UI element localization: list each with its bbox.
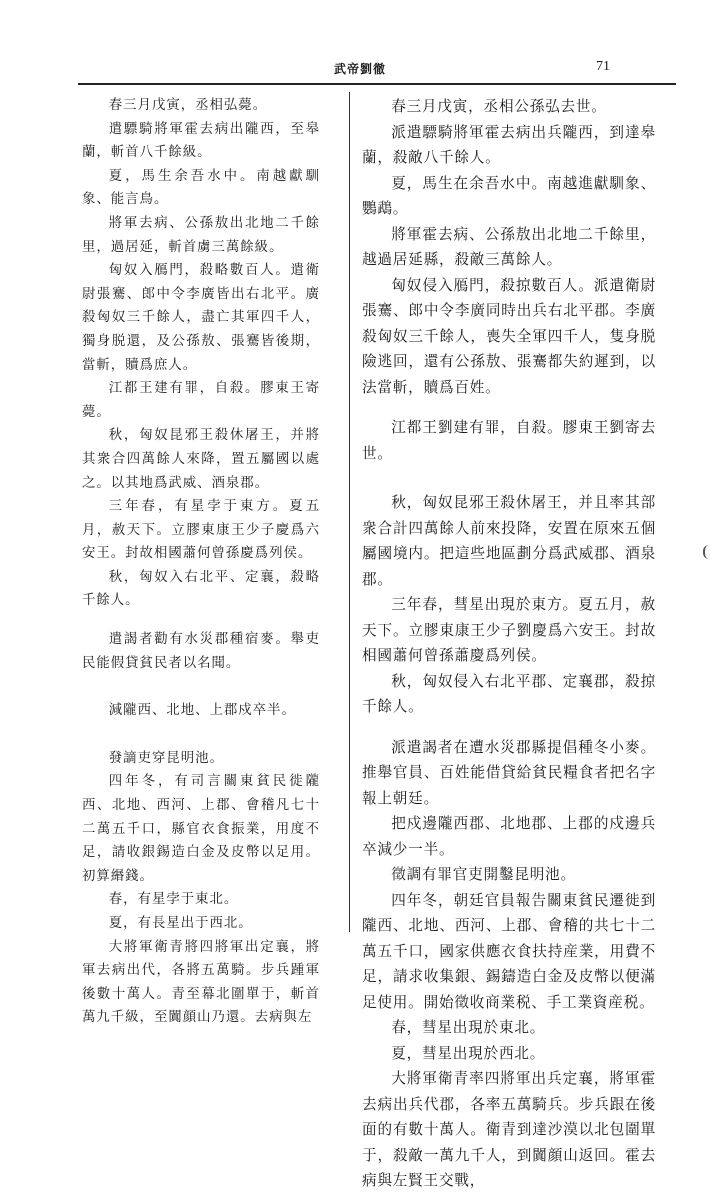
classical-paragraph: 秋，匈奴昆邪王殺休屠王，并將其衆合四萬餘人來降，置五屬國以處之。以其地爲武威、酒泉郡。 [82, 428, 320, 491]
scan-edge-mark [703, 545, 715, 559]
translation-paragraph: 江都王劉建有罪，自殺。膠東王劉寄去世。 [362, 419, 656, 462]
page-number: 71 [596, 59, 610, 74]
translation-paragraph: 徵調有罪官吏開鑿昆明池。 [391, 866, 576, 883]
classical-paragraph: 減隴西、北地、上郡戍卒半。 [108, 703, 296, 719]
classical-paragraph: 匈奴入鴈門，殺略數百人。遣衛尉張騫、郎中令李廣皆出右北平。廣殺匈奴三千餘人，盡亡其軍四千人，獨身脱還，及公孫敖、張騫皆後期，當斬，贖爲庶人。 [82, 263, 320, 373]
classical-paragraph: 發謫吏穿昆明池。 [108, 750, 224, 766]
classical-paragraph: 夏，馬生余吾水中。南越獻馴象、能言鳥。 [82, 168, 320, 208]
translation-paragraph: 將軍霍去病、公孫敖出北地二千餘里，越過居延縣，殺敵三萬餘人。 [362, 225, 656, 268]
translation-paragraph: 春，彗星出現於東北。 [391, 1019, 546, 1036]
classical-paragraph: 夏，有長星出于西北。 [108, 916, 253, 931]
translation-paragraph: 夏，馬生在余吾水中。南越進獻馴象、鸚鵡。 [362, 174, 656, 217]
translation-paragraph: 三年春，彗星出現於東方。夏五月，赦天下。立膠東康王少子劉慶爲六安王。封故相國蕭何曾孫蕭慶爲列侯。 [362, 596, 656, 664]
classical-paragraph: 四年冬，有司言關東貧民徙隴西、北地、西河、上郡、會稽凡七十二萬五千口，縣官衣食振業，用度不足，請收銀錫造白金及皮幣以足用。初算緡錢。 [82, 774, 320, 884]
translation-column [362, 94, 656, 1194]
translation-paragraph: 匈奴侵入鴈門，殺掠數百人。派遣衛尉張騫、郎中令李廣同時出兵右北平郡。李廣殺匈奴三千餘人，喪失全軍四千人，隻身脱險逃回，還有公孫敖、張騫都失約遲到，以法當斬，贖爲百姓。 [362, 276, 656, 396]
translation-paragraph: 把戍邊隴西郡、北地郡、上郡的戍邊兵卒減少一半。 [362, 815, 656, 858]
translation-paragraph: 夏，彗星出現於西北。 [391, 1044, 546, 1062]
translation-paragraph: 派遣驃騎將軍霍去病出兵隴西，到達皋蘭，殺敵八千餘人。 [362, 123, 656, 166]
header-rule [78, 83, 676, 85]
classical-paragraph: 三年春，有星孛于東方。夏五月，赦天下。立膠東康王少子慶爲六安王。封故相國蕭何曾孫慶爲列侯。 [82, 499, 320, 562]
running-header-title: 武帝劉徹 [333, 62, 386, 76]
column-divider [349, 92, 350, 932]
translation-paragraph: 秋，匈奴侵入右北平郡、定襄郡，殺掠千餘人。 [362, 672, 656, 715]
classical-text-column [82, 94, 320, 1030]
classical-paragraph: 秋，匈奴入右北平、定襄，殺略千餘人。 [82, 569, 320, 609]
classical-paragraph: 春，有星孛于東北。 [108, 892, 239, 908]
translation-paragraph: 四年冬，朝廷官員報告關東貧民遷徙到隴西、北地、西河、上郡、會稽的共七十二萬五千口，國家供應衣食扶持産業，用費不足，請求收集銀、錫鑄造白金及皮幣以便滿足使用。開始徵收商業税、手工業資産税。 [362, 891, 656, 1011]
classical-paragraph: 將軍去病、公孫敖出北地二千餘里，過居延，斬首虜三萬餘級。 [82, 215, 320, 255]
translation-paragraph: 大將軍衛青率四將軍出兵定襄，將軍霍去病出兵代郡，各率五萬騎兵。步兵跟在後面的有數十萬人。衛青到達沙漠以北包圍單于，殺敵一萬九千人，到闐顔山返回。霍去病與左賢王交戰， [362, 1070, 656, 1189]
translation-paragraph: 秋，匈奴昆邪王殺休屠王，并且率其部衆合計四萬餘人前來投降，安置在原來五個屬國境内。把這些地區劃分爲武威郡、酒泉郡。 [362, 494, 656, 588]
classical-paragraph: 江都王建有罪，自殺。膠東王寄薨。 [82, 381, 320, 420]
classical-paragraph: 遣謁者勸有水災郡種宿麥。舉吏民能假貸貧民者以名聞。 [82, 632, 320, 671]
translation-paragraph: 派遣謁者在遭水災郡縣提倡種冬小麥。推舉官員、百姓能借貸給貧民糧食者把名字報上朝廷。 [362, 738, 656, 807]
translation-paragraph: 春三月戊寅，丞相公孫弘去世。 [391, 98, 607, 115]
classical-paragraph: 遣驃騎將軍霍去病出隴西，至皋蘭，斬首八千餘級。 [82, 121, 320, 161]
classical-paragraph: 春三月戊寅，丞相弘薨。 [108, 98, 268, 113]
classical-paragraph: 大將軍衛青將四將軍出定襄，將軍去病出代，各將五萬騎。步兵踵軍後數十萬人。青至幕北圍單于，斬首萬九千級，至闐顔山乃還。去病與左 [82, 939, 320, 1026]
